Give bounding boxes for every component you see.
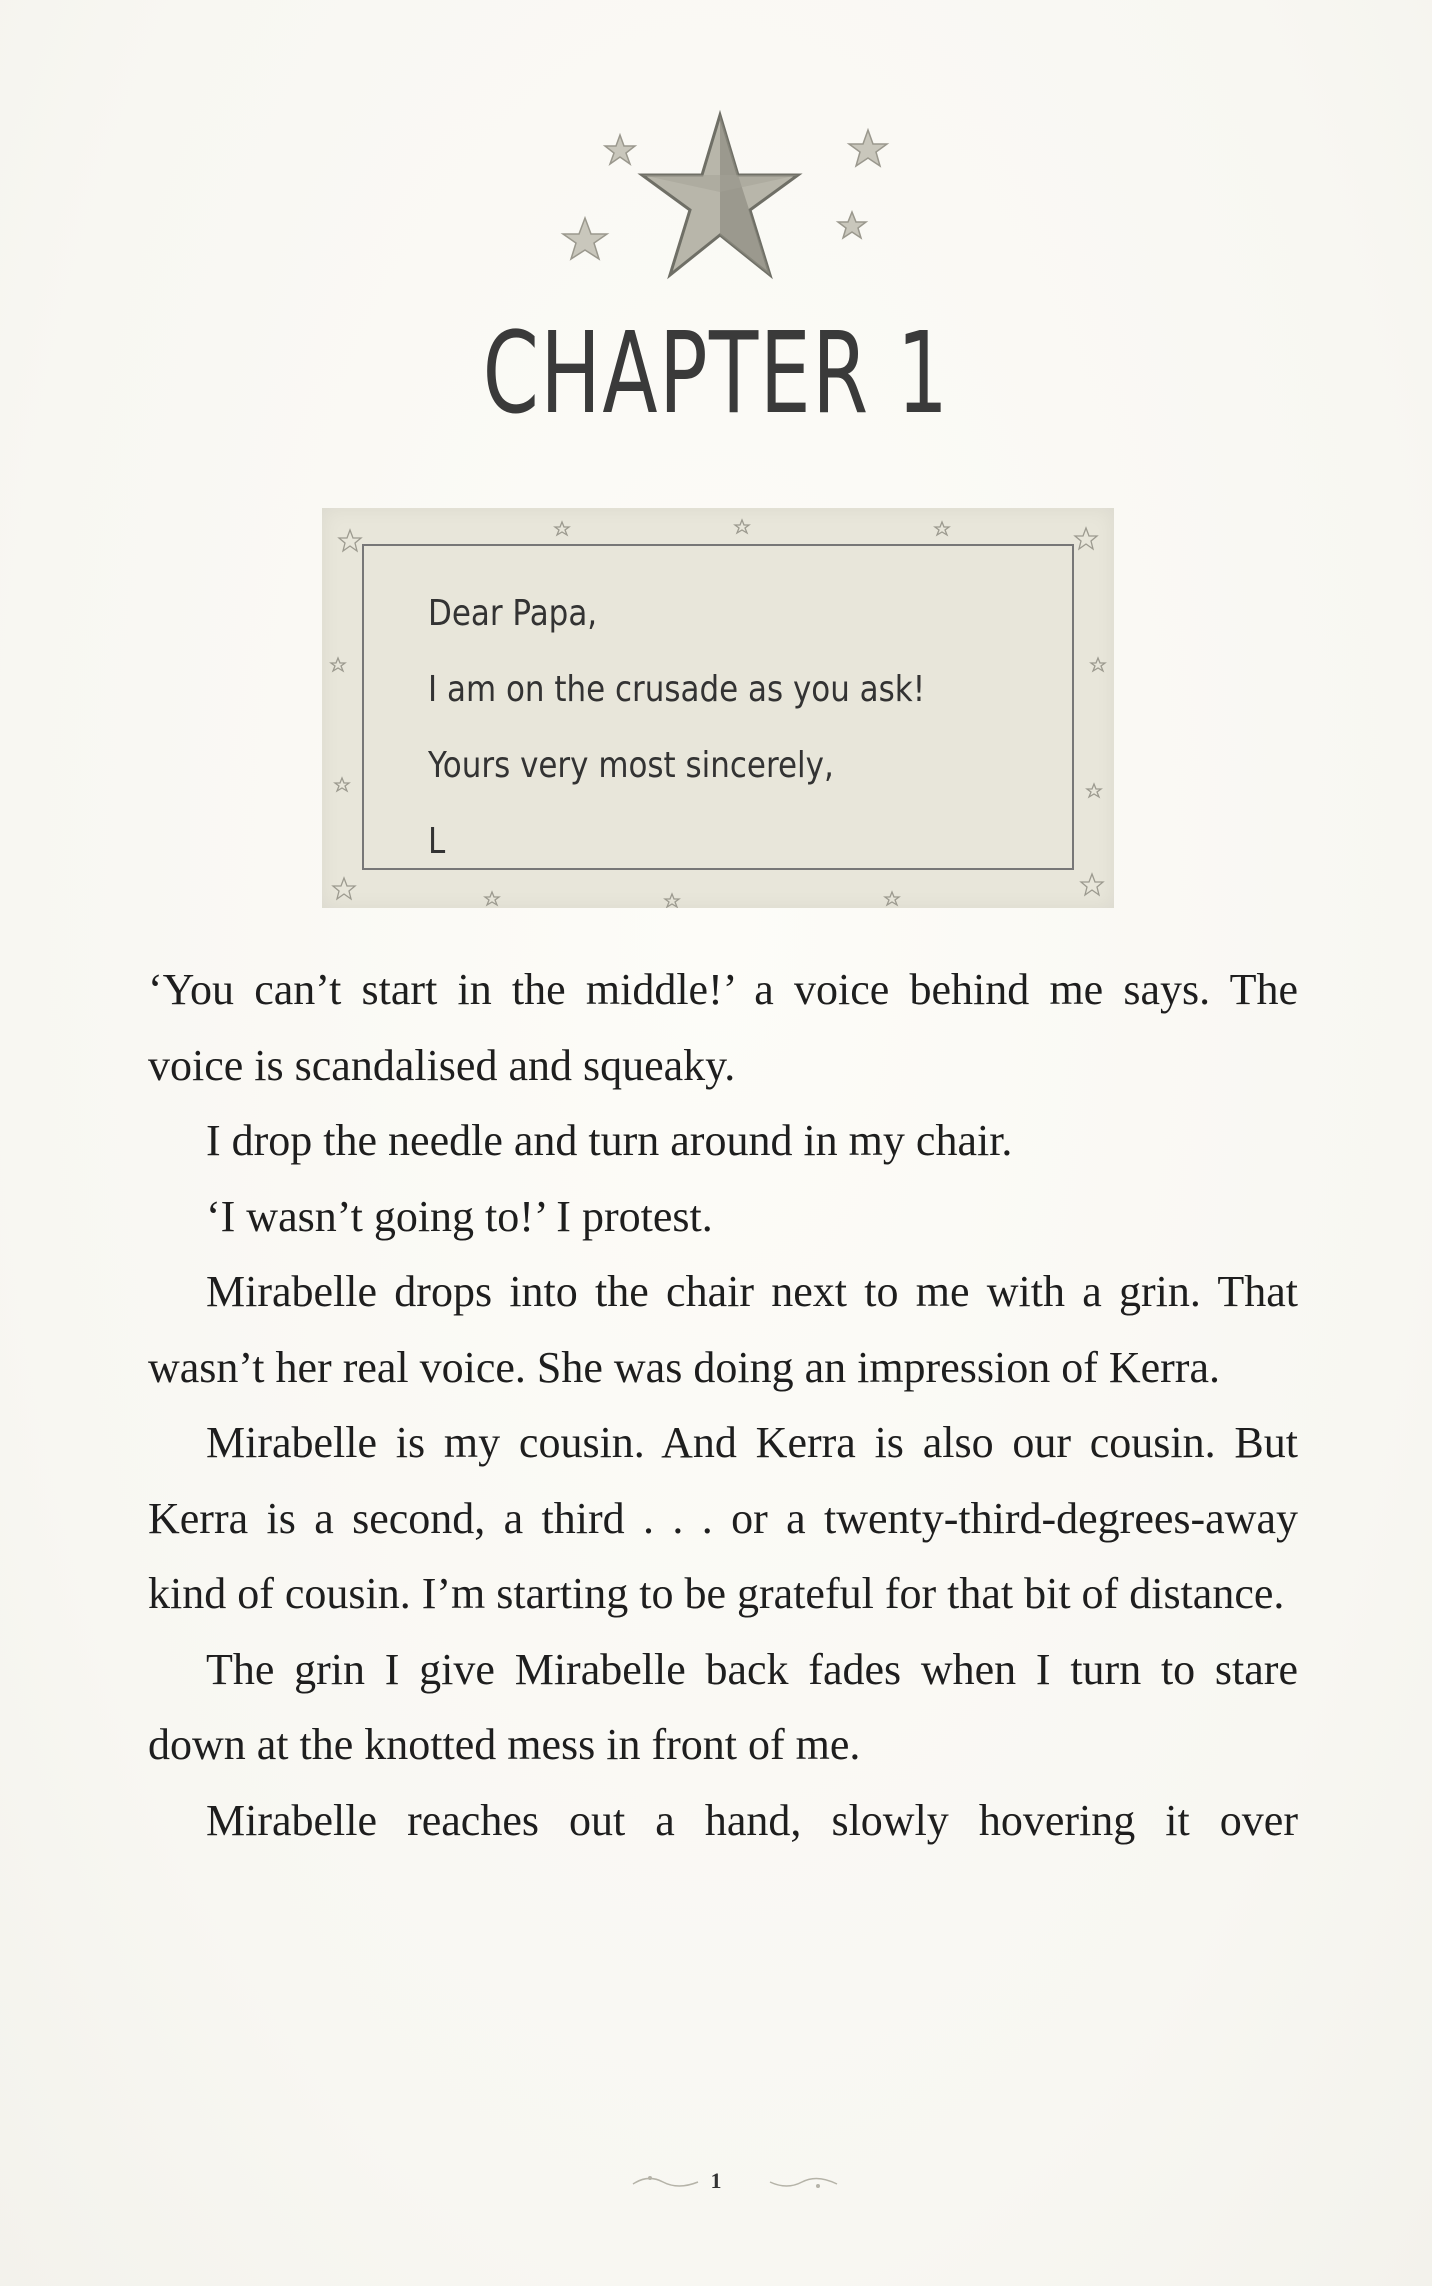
paragraph: ‘You can’t start in the middle!’ a voice behind me says. The voice is scandalised and squeaky. [148, 965, 1298, 1090]
folio-flourish-right-icon [762, 2170, 842, 2194]
paragraph: The grin I give Mirabelle back fades when I turn to stare down at the knotted mess in front of me. [148, 1644, 1298, 1769]
paragraph: I drop the needle and turn around in my chair. [206, 1116, 1013, 1165]
letter-line: L [428, 821, 446, 862]
paragraph: Mirabelle drops into the chair next to me with a grin. That wasn’t her real voice. She was doing an impression of Kerra. [148, 1267, 1298, 1392]
paragraph: Mirabelle reaches out a hand, slowly hovering it over [206, 1795, 1298, 1845]
letter-line: Yours very most sincerely, [428, 745, 834, 786]
paragraph: ‘I wasn’t going to!’ I protest. [206, 1191, 713, 1241]
page-number: 1 [710, 2168, 722, 2193]
letter-line: Dear Papa, [428, 593, 598, 634]
body-text [148, 952, 1298, 1858]
letter-line: I am on the crusade as you ask! [428, 669, 926, 710]
star-ornament-icon [530, 100, 910, 310]
chapter-title: CHAPTER 1 [482, 309, 950, 439]
letter-text [428, 576, 925, 880]
paragraph: Mirabelle is my cousin. And Kerra is also our cousin. But Kerra is a second, a third . . . or a twenty-third-degrees-away kind of cousin. I’m starting to be grateful for that bit of distance. [148, 1418, 1298, 1618]
letter-panel [322, 508, 1114, 908]
